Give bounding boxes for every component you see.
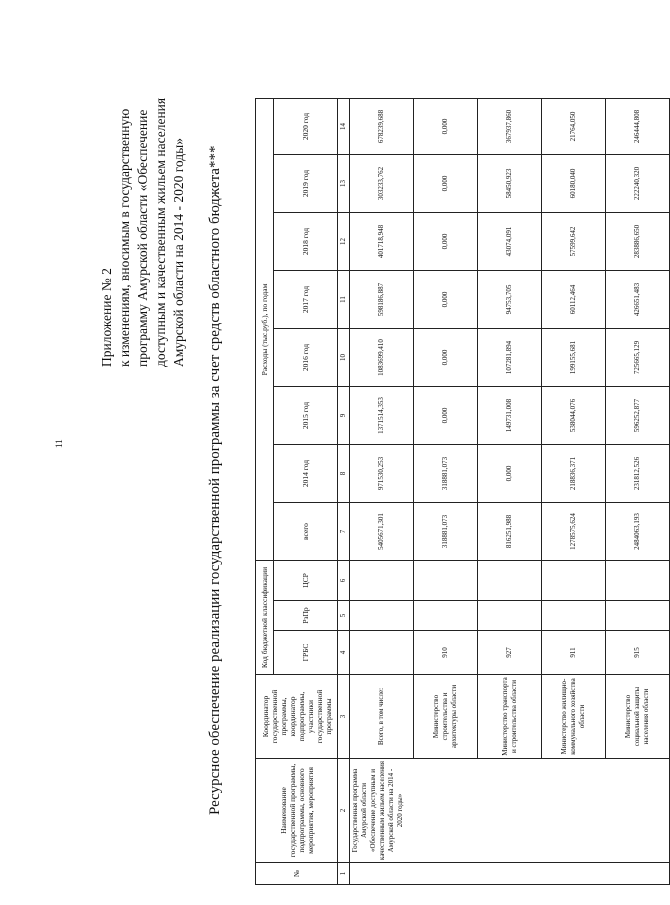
value-cell: 401718,948 <box>350 213 414 271</box>
value-cell: 60112,464 <box>542 271 606 329</box>
header-year: 2020 год <box>274 99 338 155</box>
header-rzpr: РзПр <box>274 601 338 631</box>
total-cell: 5405671,301 <box>350 503 414 561</box>
header-year: 2019 год <box>274 155 338 213</box>
value-cell: 199155,681 <box>542 329 606 387</box>
rzpr-cell <box>350 601 414 631</box>
document-title: Ресурсное обеспечение реализации государственной программы за счет средств областного бюджета*** <box>207 145 223 815</box>
coordinator-cell: Всего, в том числе: <box>350 675 414 759</box>
column-number: 3 <box>338 675 350 759</box>
header-year: 2017 год <box>274 271 338 329</box>
value-cell: 94753,705 <box>478 271 542 329</box>
coordinator-cell: Министерство жилищно-коммунального хозяйства области <box>542 675 606 759</box>
value-cell: 149731,008 <box>478 387 542 445</box>
header-coordinator: Координатор государственной программы, координатор подпрограммы, участники государственной программы <box>256 675 338 759</box>
value-cell: 107281,894 <box>478 329 542 387</box>
value-cell: 58450,923 <box>478 155 542 213</box>
grbs-cell: 911 <box>542 631 606 675</box>
header-name: Наименование государственной программы, подпрограммы, основного мероприятия, мероприятия <box>256 759 338 863</box>
program-name: Государственная программа Амурской области «Обеспечение доступным и качественным жильем населения Амурской области на 2014 - 2020 годы» <box>350 759 670 863</box>
header-year: 2018 год <box>274 213 338 271</box>
total-cell: 2484063,193 <box>606 503 670 561</box>
value-cell: 0,000 <box>414 387 478 445</box>
rzpr-cell <box>414 601 478 631</box>
column-number: 11 <box>338 271 350 329</box>
value-cell: 303233,762 <box>350 155 414 213</box>
coordinator-cell: Министерство транспорта и строительства области <box>478 675 542 759</box>
appendix-header <box>98 27 188 367</box>
total-cell: 318881,073 <box>414 503 478 561</box>
column-number: 8 <box>338 445 350 503</box>
csr-cell <box>350 561 414 601</box>
grbs-cell: 915 <box>606 631 670 675</box>
appendix-line: доступным и качественным жильем населения <box>153 97 168 367</box>
value-cell: 538044,076 <box>542 387 606 445</box>
csr-cell <box>478 561 542 601</box>
value-cell: 0,000 <box>414 329 478 387</box>
csr-cell <box>542 561 606 601</box>
value-cell: 231812,526 <box>606 445 670 503</box>
column-number: 13 <box>338 155 350 213</box>
value-cell: 60180,040 <box>542 155 606 213</box>
column-number: 10 <box>338 329 350 387</box>
rzpr-cell <box>542 601 606 631</box>
rzpr-cell <box>606 601 670 631</box>
csr-cell <box>606 561 670 601</box>
column-number: 2 <box>338 759 350 863</box>
column-number: 7 <box>338 503 350 561</box>
header-csr: ЦСР <box>274 561 338 601</box>
value-cell: 1371514,353 <box>350 387 414 445</box>
appendix-line: к изменениям, вносимым в государственную <box>117 108 132 367</box>
value-cell: 367937,860 <box>478 99 542 155</box>
header-num: № <box>256 863 338 885</box>
appendix-line: Приложение № 2 <box>99 268 114 367</box>
header-year: 2015 год <box>274 387 338 445</box>
value-cell: 57599,642 <box>542 213 606 271</box>
column-number: 12 <box>338 213 350 271</box>
column-number: 1 <box>338 863 350 885</box>
header-budget-code: Код бюджетной классификации <box>256 561 274 675</box>
value-cell: 0,000 <box>414 213 478 271</box>
header-expenses: Расходы (тыс.руб.), по годам <box>256 99 274 561</box>
value-cell: 0,000 <box>414 99 478 155</box>
value-cell: 222240,320 <box>606 155 670 213</box>
column-number: 9 <box>338 387 350 445</box>
grbs-cell: 927 <box>478 631 542 675</box>
grbs-cell <box>350 631 414 675</box>
column-number: 6 <box>338 561 350 601</box>
column-number: 14 <box>338 99 350 155</box>
row-number <box>350 863 670 885</box>
value-cell: 246444,808 <box>606 99 670 155</box>
page-number: 11 <box>54 439 64 448</box>
value-cell: 43074,091 <box>478 213 542 271</box>
value-cell: 318881,073 <box>414 445 478 503</box>
budget-table <box>255 98 670 885</box>
header-year: 2016 год <box>274 329 338 387</box>
appendix-line: Амурской области на 2014 - 2020 годы» <box>171 138 186 367</box>
value-cell: 0,000 <box>478 445 542 503</box>
value-cell: 0,000 <box>414 271 478 329</box>
csr-cell <box>414 561 478 601</box>
appendix-line: программу Амурской области «Обеспечение <box>135 109 150 367</box>
value-cell: 596252,877 <box>606 387 670 445</box>
header-year: 2014 год <box>274 445 338 503</box>
value-cell: 678239,688 <box>350 99 414 155</box>
value-cell: 426651,483 <box>606 271 670 329</box>
value-cell: 218836,371 <box>542 445 606 503</box>
coordinator-cell: Министерство социальной защиты населения области <box>606 675 670 759</box>
value-cell: 283886,650 <box>606 213 670 271</box>
total-cell: 816251,988 <box>478 503 542 561</box>
coordinator-cell: Министерство строительства и архитектуры области <box>414 675 478 759</box>
value-cell: 0,000 <box>414 155 478 213</box>
table-row <box>350 99 414 885</box>
grbs-cell: 910 <box>414 631 478 675</box>
rzpr-cell <box>478 601 542 631</box>
value-cell: 598186,887 <box>350 271 414 329</box>
header-total: всего <box>274 503 338 561</box>
column-number: 5 <box>338 601 350 631</box>
value-cell: 725665,129 <box>606 329 670 387</box>
header-grbs: ГРБС <box>274 631 338 675</box>
value-cell: 1083699,410 <box>350 329 414 387</box>
column-number: 4 <box>338 631 350 675</box>
value-cell: 971530,253 <box>350 445 414 503</box>
total-cell: 1278575,624 <box>542 503 606 561</box>
value-cell: 21764,050 <box>542 99 606 155</box>
